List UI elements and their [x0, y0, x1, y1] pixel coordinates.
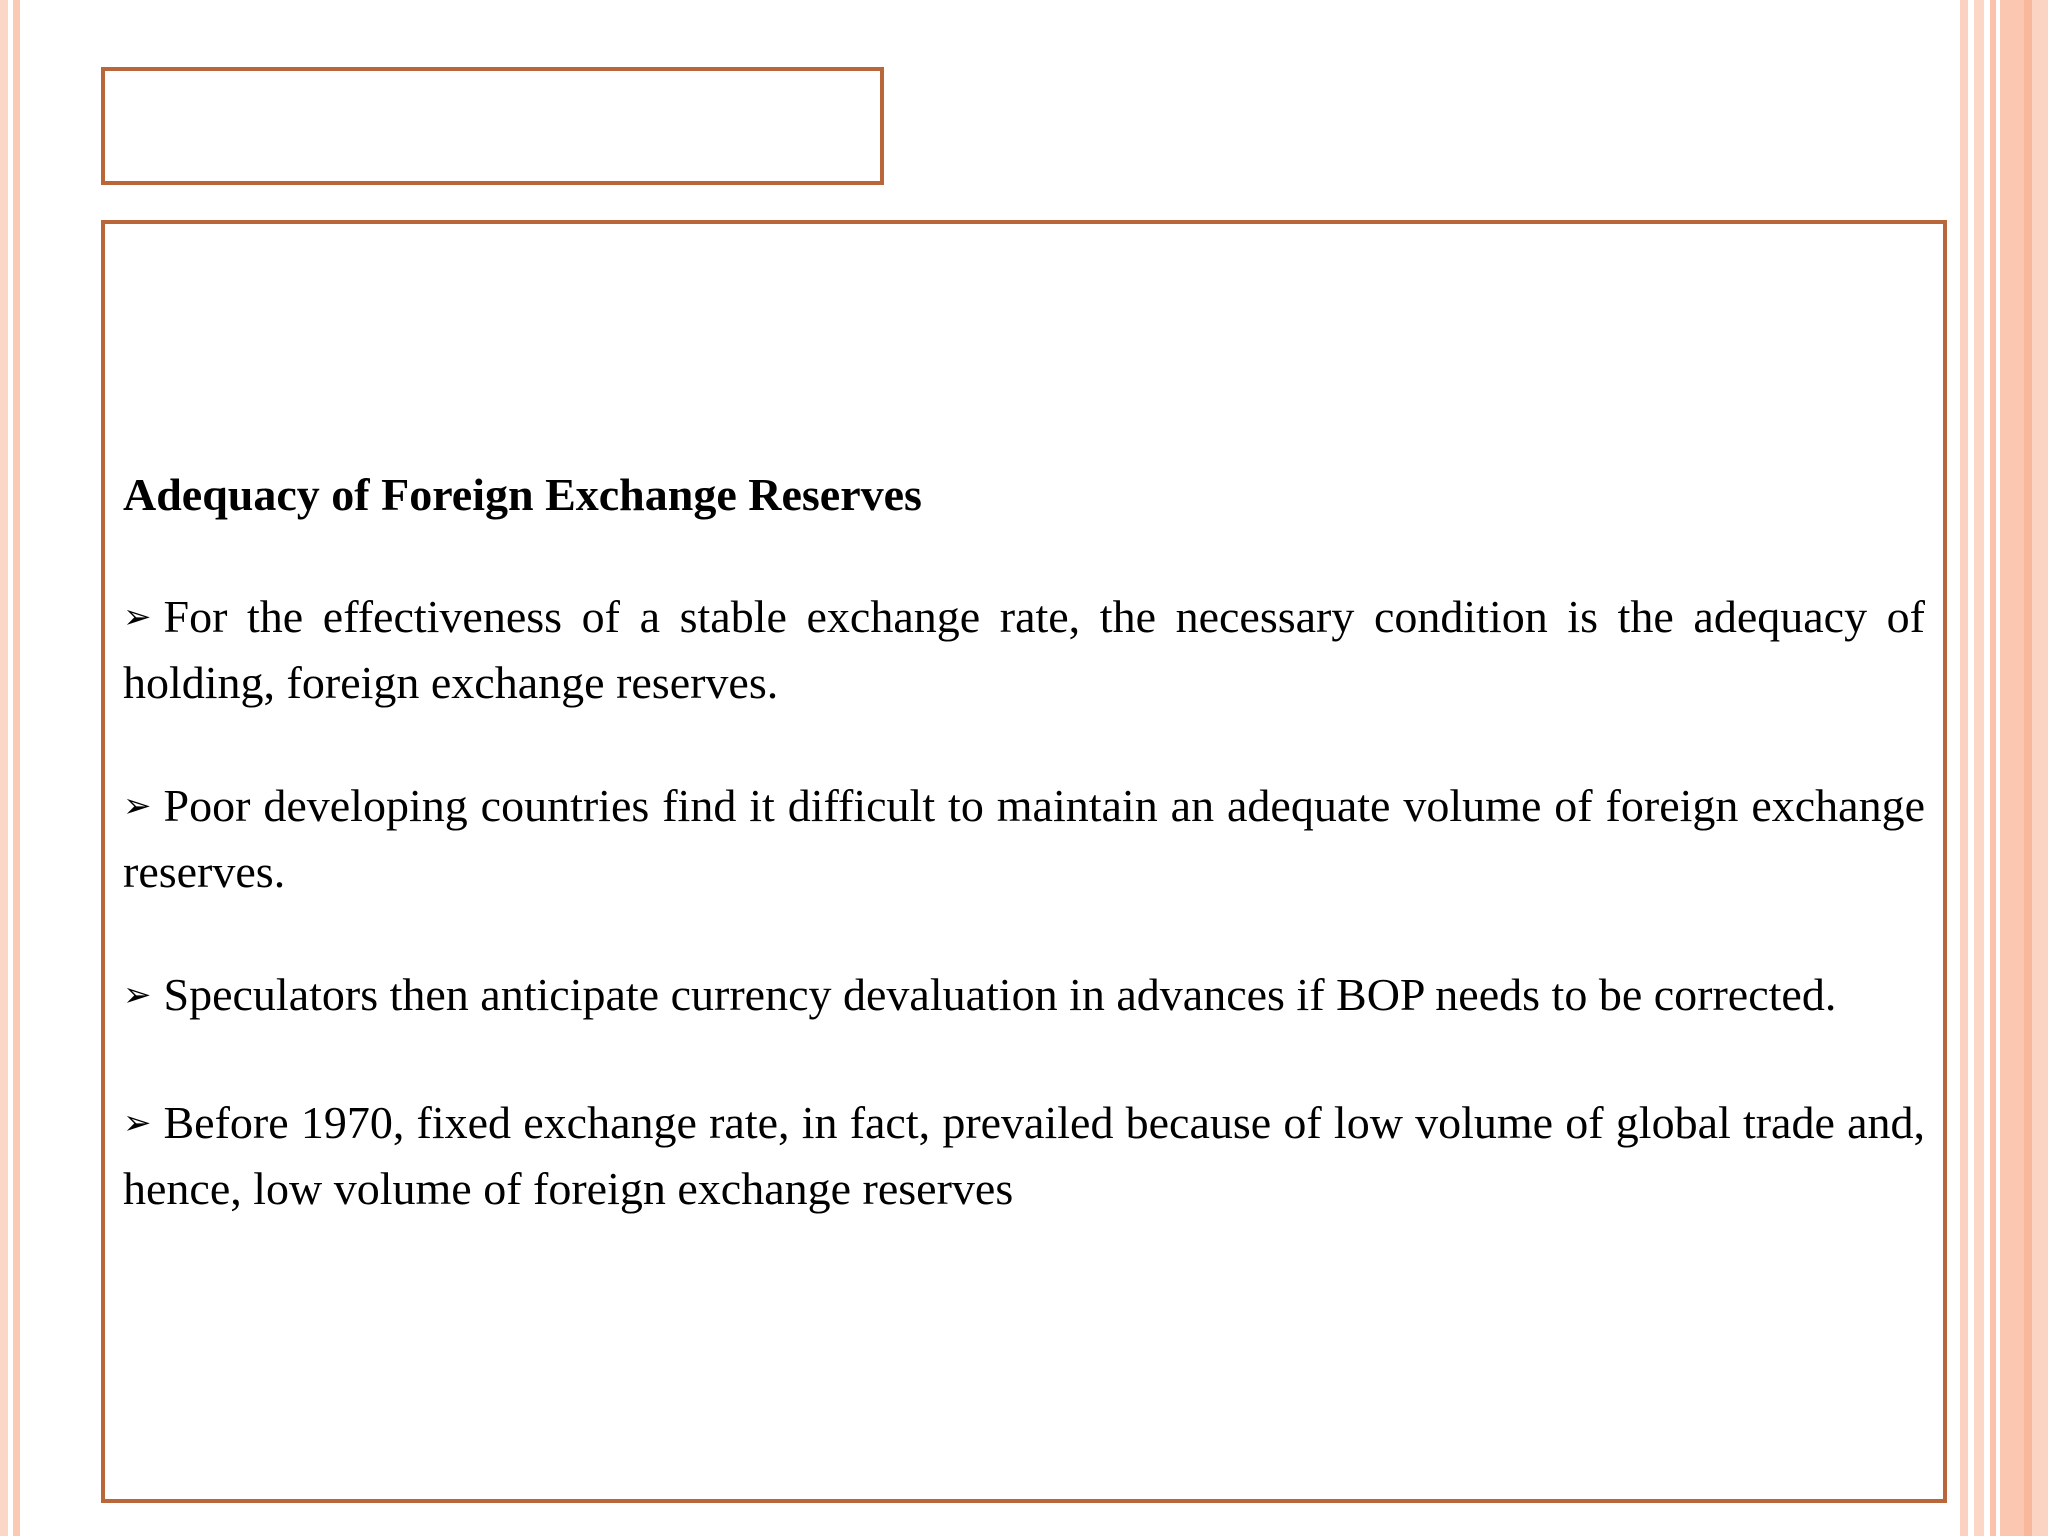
bullet-item: [123, 1092, 1925, 1219]
arrowhead-bullet-icon: ➢: [123, 975, 152, 1015]
bullet-item: [123, 586, 1925, 713]
bullet-text: Before 1970, fixed exchange rate, in fact, prevailed because of low volume of global trade and, hence, low volume of foreign exchange reserves: [123, 1097, 1925, 1214]
right-stripe: [2024, 0, 2032, 1536]
arrowhead-bullet-icon: ➢: [123, 786, 152, 826]
right-stripe: [1960, 0, 1968, 1536]
right-stripe: [1990, 0, 1996, 1536]
section-heading: Adequacy of Foreign Exchange Reserves: [123, 469, 922, 520]
arrowhead-bullet-icon: ➢: [123, 597, 152, 637]
arrowhead-bullet-icon: ➢: [123, 1103, 152, 1143]
right-decorative-stripes: [1960, 0, 2048, 1536]
slide-content: [123, 464, 1925, 1281]
bullet-item: [123, 964, 1925, 1030]
right-stripe: [1974, 0, 1984, 1536]
left-decorative-stripe-inner: [13, 0, 20, 1536]
bullet-text: Speculators then anticipate currency devaluation in advances if BOP needs to be corrected.: [163, 969, 1837, 1020]
slide-title-box: [101, 67, 884, 185]
bullet-item: [123, 775, 1925, 902]
bullet-text: Poor developing countries find it difficult to maintain an adequate volume of foreign exchange reserves.: [123, 780, 1925, 897]
right-stripe: [2032, 0, 2048, 1536]
bullet-text: For the effectiveness of a stable exchange rate, the necessary condition is the adequacy of holding, foreign exchange reserves.: [123, 591, 1925, 708]
right-stripe: [2000, 0, 2024, 1536]
left-decorative-stripe: [0, 0, 8, 1536]
